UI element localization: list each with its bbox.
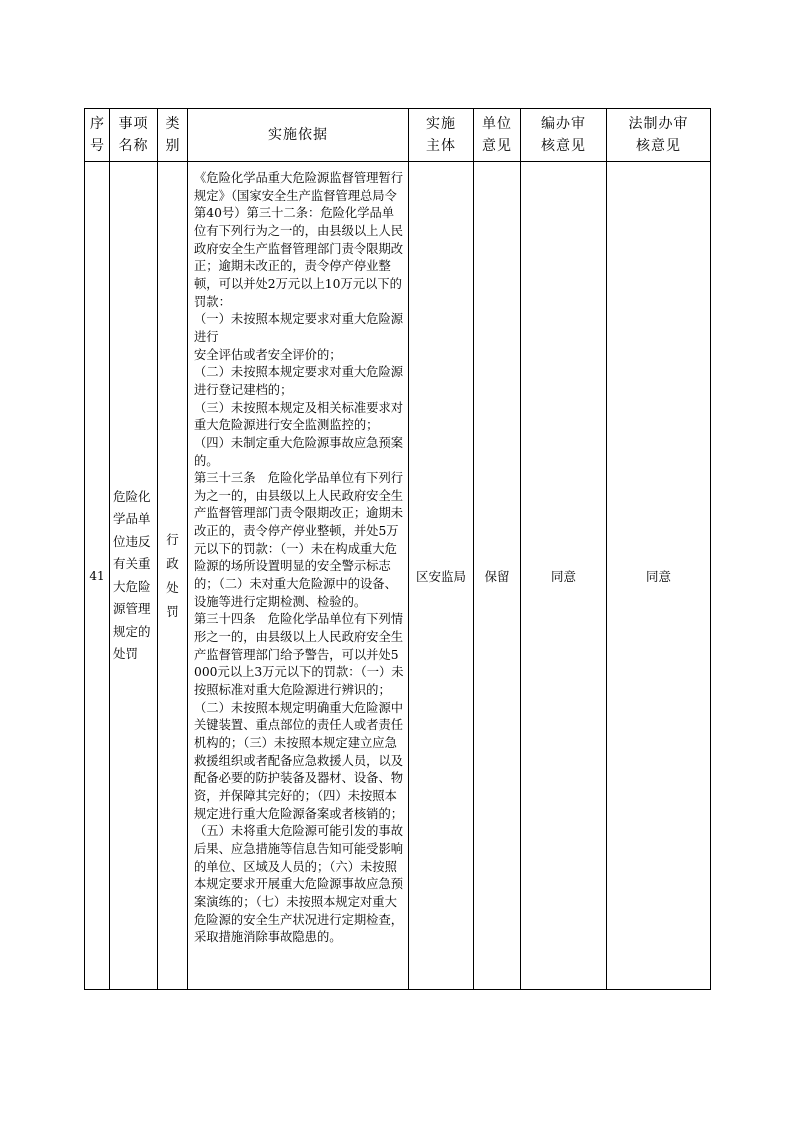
basis-paragraph: 第三十四条 危险化学品单位有下列情形之一的，由县级以上人民政府安全生产监督管理部门给予警告，可以并处5000元以上3万元以下的罚款：（一）未按照标准对重大危险源进行辨识的；（二）未按照本规定明确重大危险源中关键装置、重点部位的责任人或者责任机构的；（三）未按照本规定建立应急救援组织或者配备应急救援人员，以及配备必要的防护装备及器材、设备、物资，并保障其完好的；（四）未按照本规定进行重大危险源备案或者核销的；（五）未将重大危险源可能引发的事故后果、应急措施等信息告知可能受影响的单位、区域及人员的；（六）未按照本规定要求开展重大危险源事故应急预案演练的；（七）未按照本规定对重大危险源的安全生产状况进行定期检查，采取措施消除事故隐患的。: [194, 612, 404, 945]
basis-paragraph: 安全评估或者安全评价的；: [194, 347, 342, 362]
row-category: 行政处罚: [158, 162, 188, 990]
basis-paragraph: （一）未按照本规定要求对重大危险源进行: [194, 312, 404, 344]
basis-paragraph: 《危险化学品重大危险源监督管理暂行规定》（国家安全生产监督管理总局令第40号）第三十二条：危险化学品单位有下列行为之一的，由县级以上人民政府安全生产监督管理部门责令限期改正；逾期未改正的，责令停产停业整顿，可以并处2万元以上10万元以下的罚款：: [194, 171, 404, 309]
header-basis: 实施依据: [188, 109, 409, 162]
row-unit-opinion: 保留: [474, 162, 521, 990]
row-basis: [188, 162, 409, 990]
basis-paragraph: （二）未按照本规定要求对重大危险源进行登记建档的；: [194, 365, 404, 397]
header-category: 类别: [158, 109, 188, 162]
row-bianban-opinion: 同意: [521, 162, 607, 990]
row-seq: 41: [85, 162, 110, 990]
row-item-name: 危险化学品单位违反有关重大危险源管理规定的处罚: [110, 162, 158, 990]
basis-paragraph: （四）未制定重大危险源事故应急预案的。: [194, 435, 404, 468]
header-subject: 实施主体: [409, 109, 474, 162]
authority-table: [84, 108, 711, 990]
table-row: [85, 162, 711, 990]
row-fazhi-opinion: 同意: [607, 162, 711, 990]
header-item-name: 事项名称: [110, 109, 158, 162]
table-header-row: [85, 109, 711, 162]
header-seq: 序号: [85, 109, 110, 162]
header-fazhi-opinion: 法制办审核意见: [607, 109, 711, 162]
header-unit-opinion: 单位意见: [474, 109, 521, 162]
row-subject: 区安监局: [409, 162, 474, 990]
basis-paragraph: （三）未按照本规定及相关标准要求对重大危险源进行安全监测监控的；: [194, 400, 404, 433]
header-bianban-opinion: 编办审核意见: [521, 109, 607, 162]
basis-paragraph: 第三十三条 危险化学品单位有下列行为之一的，由县级以上人民政府安全生产监督管理部门责令限期改正；逾期未改正的，责令停产停业整顿，并处5万元以下的罚款：（一）未在构成重大危险源的场所设置明显的安全警示标志的；（二）未对重大危险源中的设备、设施等进行定期检测、检验的。: [194, 471, 404, 609]
